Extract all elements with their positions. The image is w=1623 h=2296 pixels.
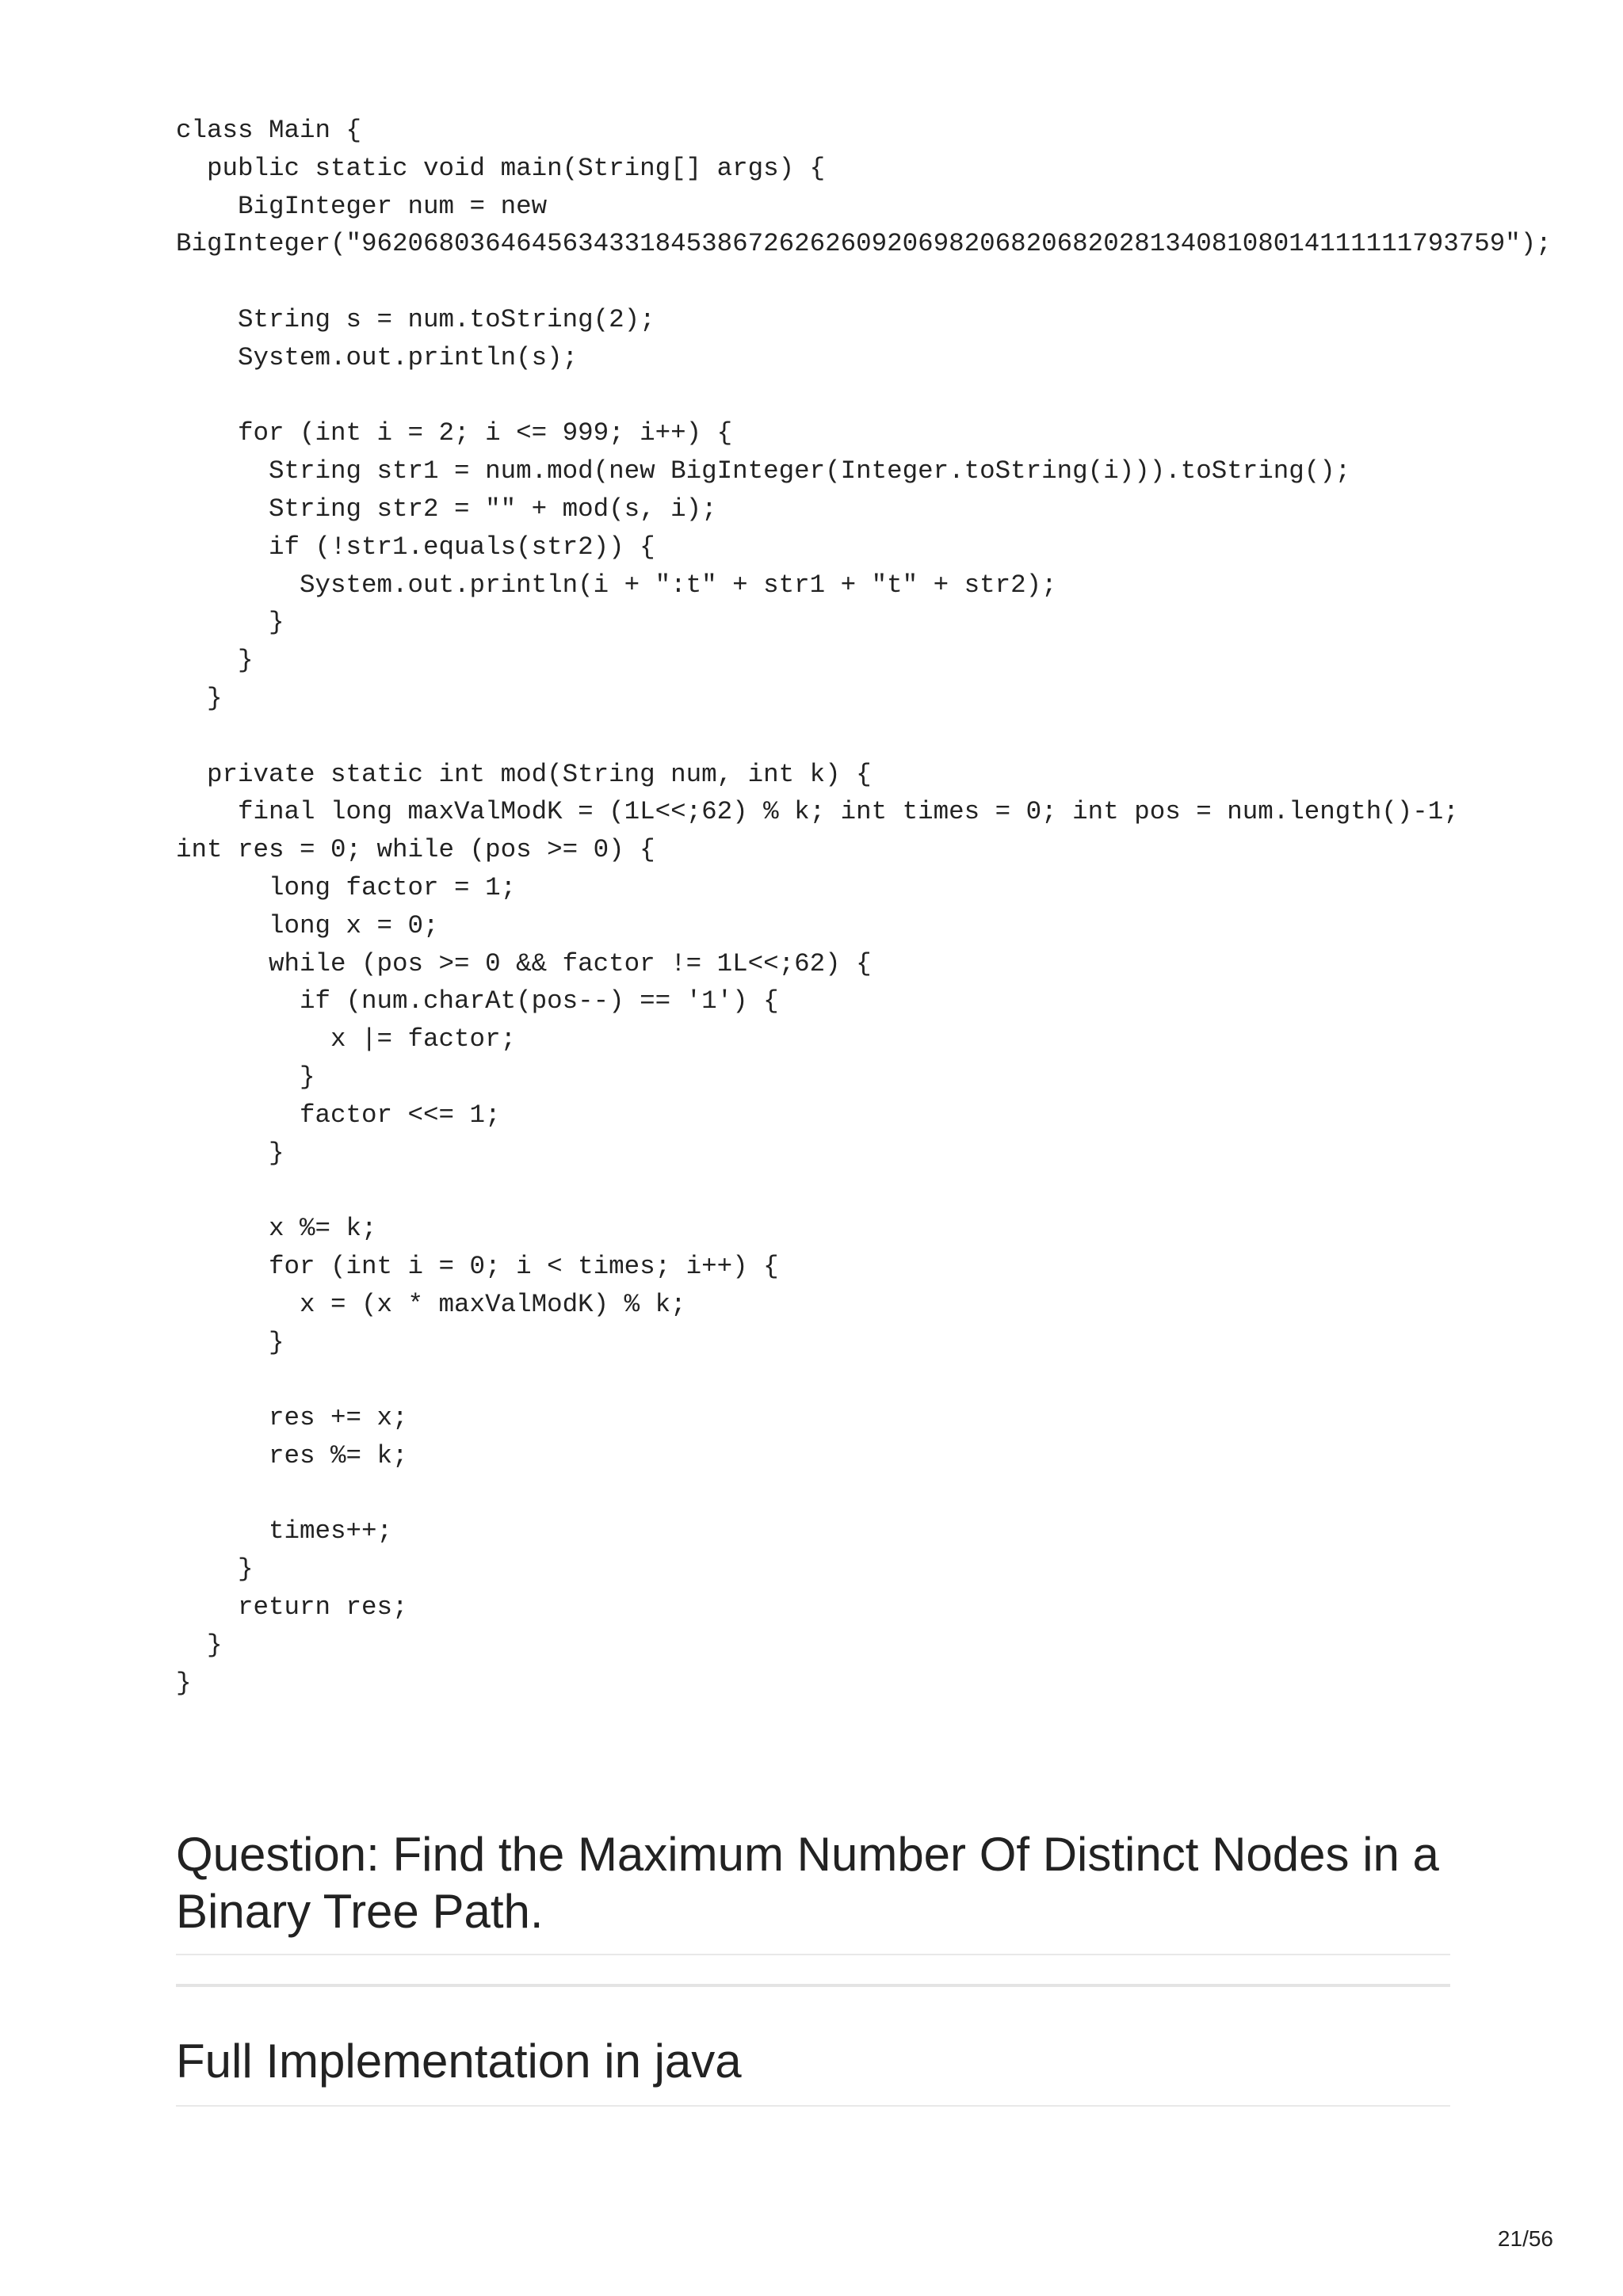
code-line: res += x; [176, 1403, 408, 1433]
code-line: } [176, 1630, 223, 1660]
code-line: BigInteger num = new [176, 191, 548, 221]
code-line: private static int mod(String num, int k) { [176, 759, 872, 789]
code-line: long factor = 1; [176, 872, 517, 902]
code-line: } [176, 1668, 192, 1698]
code-line: BigInteger("96206803646456343318453867262626092069820682068202813408108014111111793759"); [176, 229, 1552, 259]
code-line: public static void main(String[] args) { [176, 153, 826, 183]
code-line: } [176, 1327, 285, 1357]
code-line: return res; [176, 1592, 408, 1623]
implementation-heading: Full Implementation in java [176, 2035, 742, 2088]
code-line: x = (x * maxValModK) % k; [176, 1289, 686, 1319]
page-number: 21/56 [1497, 2226, 1553, 2251]
heading-underline [176, 2105, 1450, 2107]
heading-underline [176, 1954, 1450, 1955]
code-line: final long maxValModK = (1L<<;62) % k; int times = 0; int pos = num.length()-1; [176, 797, 1459, 827]
code-line: int res = 0; while (pos >= 0) { [176, 835, 655, 865]
code-line: res %= k; [176, 1440, 408, 1470]
code-line: } [176, 608, 285, 638]
code-line: System.out.println(i + ":t" + str1 + "t" + str2); [176, 570, 1057, 600]
code-line: times++; [176, 1516, 393, 1547]
code-line: if (num.charAt(pos--) == '1') { [176, 986, 779, 1016]
code-block [176, 112, 1552, 1702]
code-line: for (int i = 2; i <= 999; i++) { [176, 418, 733, 448]
code-line: } [176, 683, 223, 713]
code-line: } [176, 1138, 285, 1168]
code-line: x |= factor; [176, 1024, 517, 1055]
code-line: String s = num.toString(2); [176, 304, 655, 334]
code-line: String str1 = num.mod(new BigInteger(Integer.toString(i))).toString(); [176, 456, 1351, 486]
code-line: } [176, 1554, 254, 1585]
section-divider [176, 1984, 1450, 1987]
code-line: factor <<= 1; [176, 1100, 501, 1130]
code-line: for (int i = 0; i < times; i++) { [176, 1251, 779, 1281]
code-line: x %= k; [176, 1214, 377, 1244]
code-line: while (pos >= 0 && factor != 1L<<;62) { [176, 948, 872, 978]
question-heading: Question: Find the Maximum Number Of Distinct Nodes in a Binary Tree Path. [176, 1828, 1439, 1938]
code-line: String str2 = "" + mod(s, i); [176, 494, 717, 524]
code-line: } [176, 646, 254, 676]
code-line: if (!str1.equals(str2)) { [176, 532, 655, 562]
code-line: class Main { [176, 116, 362, 145]
code-line: long x = 0; [176, 910, 439, 940]
code-line: System.out.println(s); [176, 342, 579, 372]
code-line: } [176, 1062, 315, 1092]
